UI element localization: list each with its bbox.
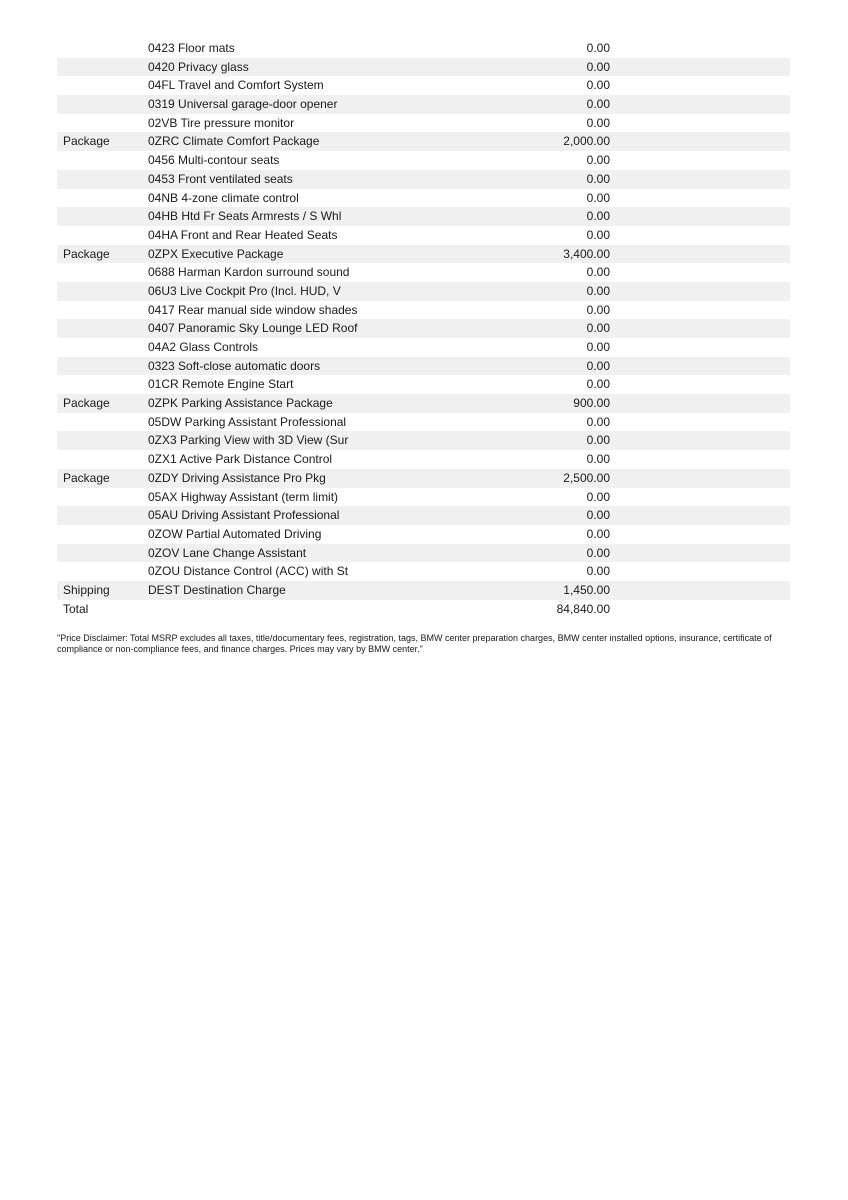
table-row <box>57 319 790 338</box>
table-row <box>57 357 790 376</box>
table-row <box>57 263 790 282</box>
row-price: 0.00 <box>586 209 610 224</box>
row-category: Shipping <box>63 582 110 597</box>
table-row <box>57 95 790 114</box>
row-price: 0.00 <box>586 171 610 186</box>
row-description: 0ZX1 Active Park Distance Control <box>148 452 333 467</box>
row-description: 0ZOW Partial Automated Driving <box>148 526 322 541</box>
row-description: 0688 Harman Kardon surround sound <box>148 265 350 280</box>
table-row <box>57 375 790 394</box>
row-description: 0ZRC Climate Comfort Package <box>148 134 320 149</box>
table-row <box>57 207 790 226</box>
row-description: 0ZPX Executive Package <box>148 246 284 261</box>
table-row <box>57 301 790 320</box>
row-price: 0.00 <box>586 283 610 298</box>
table-row <box>57 431 790 450</box>
row-description: 0319 Universal garage-door opener <box>148 97 338 112</box>
table-row <box>57 469 790 488</box>
row-price: 3,400.00 <box>563 246 610 261</box>
table-row <box>57 226 790 245</box>
row-category: Package <box>63 246 110 261</box>
row-price: 0.00 <box>586 265 610 280</box>
row-description: 06U3 Live Cockpit Pro (Incl. HUD, V <box>148 283 341 298</box>
row-description: 05DW Parking Assistant Professional <box>148 414 347 429</box>
row-price: 0.00 <box>586 526 610 541</box>
row-price: 1,450.00 <box>563 582 610 597</box>
row-description: 04HA Front and Rear Heated Seats <box>148 227 338 242</box>
row-price: 0.00 <box>586 59 610 74</box>
row-description: 04A2 Glass Controls <box>148 340 259 354</box>
row-description: 04HB Htd Fr Seats Armrests / S Whl <box>148 209 342 224</box>
row-description: 0420 Privacy glass <box>148 59 249 74</box>
row-price: 0.00 <box>586 78 610 93</box>
row-description: DEST Destination Charge <box>148 582 286 597</box>
row-price: 0.00 <box>586 321 610 336</box>
price-disclaimer: "Price Disclaimer: Total MSRP excludes all taxes, title/documentary fees, registration, tags, BMW center preparation charges, BMW center installed options, insurance, certificate of compliance or non-compliance fees, and finance charges. Prices may vary by BMW center." <box>57 633 772 654</box>
row-price: 2,500.00 <box>563 470 610 485</box>
row-category: Package <box>63 396 110 411</box>
table-row <box>57 338 790 357</box>
row-category: Total <box>63 601 89 616</box>
row-price: 0.00 <box>586 508 610 523</box>
row-category: Package <box>63 470 110 485</box>
row-description: 0ZOV Lane Change Assistant <box>148 545 307 560</box>
row-price: 2,000.00 <box>563 134 610 149</box>
table-row <box>57 282 790 301</box>
row-description: 0ZPK Parking Assistance Package <box>148 396 333 411</box>
row-price: 0.00 <box>586 564 610 579</box>
row-price: 0.00 <box>586 377 610 392</box>
table-row <box>57 581 790 600</box>
table-row <box>57 58 790 77</box>
row-description: 0ZX3 Parking View with 3D View (Sur <box>148 433 349 448</box>
table-row <box>57 132 790 151</box>
table-row <box>57 525 790 544</box>
row-description: 0407 Panoramic Sky Lounge LED Roof <box>148 321 358 336</box>
table-row <box>57 39 790 58</box>
table-row <box>57 170 790 189</box>
options-table <box>57 39 790 618</box>
row-price: 0.00 <box>586 545 610 560</box>
row-price: 0.00 <box>586 489 610 504</box>
table-row <box>57 544 790 563</box>
row-description: 0ZDY Driving Assistance Pro Pkg <box>148 470 326 485</box>
row-price: 0.00 <box>586 227 610 242</box>
table-row <box>57 245 790 264</box>
row-price: 0.00 <box>586 452 610 467</box>
row-price: 0.00 <box>586 190 610 205</box>
table-row <box>57 114 790 133</box>
row-description: 05AX Highway Assistant (term limit) <box>148 489 339 504</box>
row-price: 0.00 <box>586 41 610 55</box>
row-description: 01CR Remote Engine Start <box>148 377 294 392</box>
table-row <box>57 76 790 95</box>
table-row <box>57 189 790 208</box>
table-row <box>57 450 790 469</box>
table-row <box>57 413 790 432</box>
table-row <box>57 506 790 525</box>
row-price: 0.00 <box>586 302 610 317</box>
row-category: Package <box>63 134 110 149</box>
row-description: 0323 Soft-close automatic doors <box>148 358 321 373</box>
row-description: 04NB 4-zone climate control <box>148 190 299 205</box>
table-row <box>57 394 790 413</box>
row-price: 84,840.00 <box>556 601 610 616</box>
row-description: 0417 Rear manual side window shades <box>148 302 358 317</box>
row-price: 0.00 <box>586 153 610 168</box>
row-description: 04FL Travel and Comfort System <box>148 78 324 93</box>
row-price: 0.00 <box>586 340 610 354</box>
row-description: 05AU Driving Assistant Professional <box>148 508 340 523</box>
table-row <box>57 600 790 619</box>
row-description: 02VB Tire pressure monitor <box>148 115 295 130</box>
row-price: 0.00 <box>586 433 610 448</box>
row-price: 0.00 <box>586 414 610 429</box>
row-price: 0.00 <box>586 97 610 112</box>
row-price: 0.00 <box>586 358 610 373</box>
table-row <box>57 562 790 581</box>
row-price: 0.00 <box>586 115 610 130</box>
row-description: 0453 Front ventilated seats <box>148 171 293 186</box>
row-description: 0423 Floor mats <box>148 41 235 55</box>
row-description: 0ZOU Distance Control (ACC) with St <box>148 564 349 579</box>
row-price: 900.00 <box>573 396 610 411</box>
table-row <box>57 488 790 507</box>
table-row <box>57 151 790 170</box>
row-description: 0456 Multi-contour seats <box>148 153 280 168</box>
